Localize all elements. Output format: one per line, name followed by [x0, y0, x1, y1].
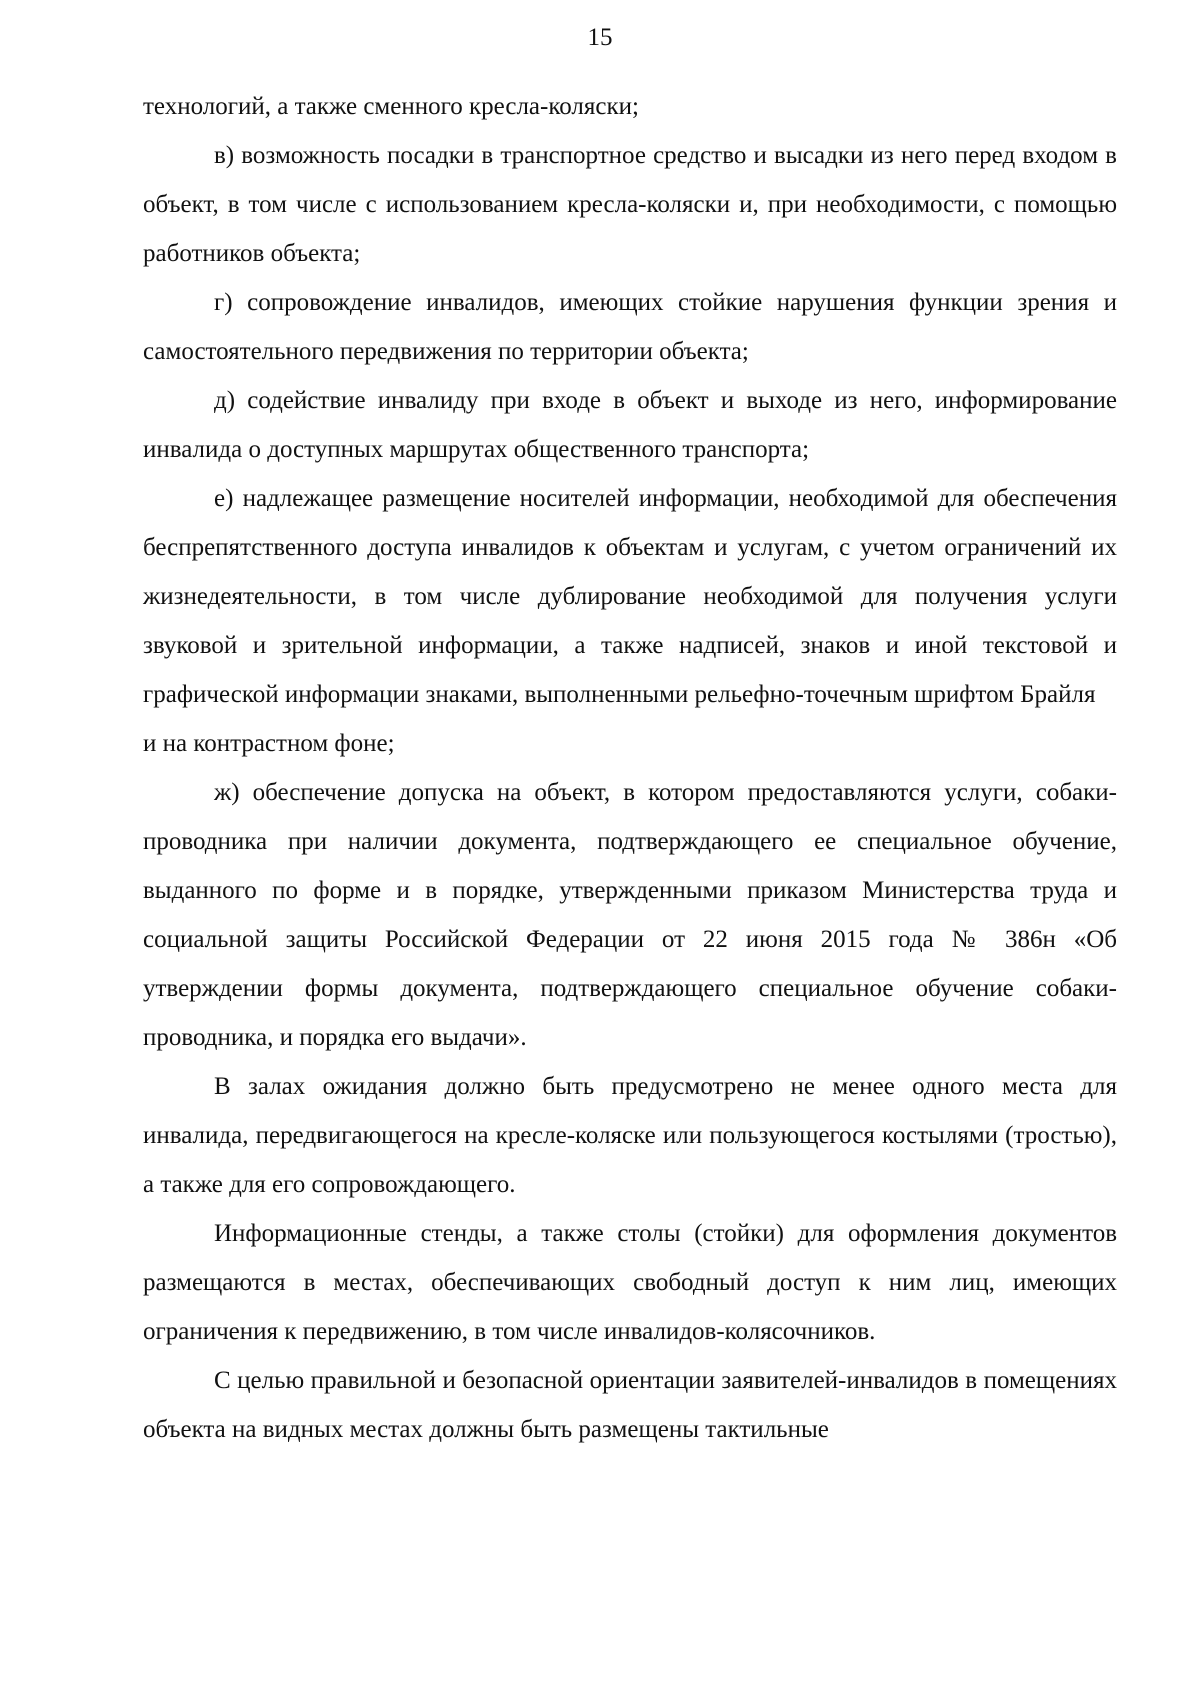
document-body [143, 82, 1117, 1454]
paragraph: и на контрастном фоне; [143, 730, 395, 757]
paragraph: технологий, а также сменного кресла-коляски; [143, 93, 639, 120]
page-number: 15 [587, 24, 613, 51]
paragraph: г) сопровождение инвалидов, имеющих стойкие нарушения функции зрения и самостоятельного передвижения по территории объекта; [143, 289, 1117, 365]
paragraph: В залах ожидания должно быть предусмотрено не менее одного места для инвалида, передвигающегося на кресле-коляске или пользующегося костылями (тростью), а также для его сопровождающего. [143, 1073, 1117, 1198]
paragraph: Информационные стенды, а также столы (стойки) для оформления документов размещаются в местах, обеспечивающих свободный доступ к ним лиц, имеющих ограничения к передвижению, в том числе инвалидов-колясочников. [143, 1220, 1117, 1345]
paragraph: в) возможность посадки в транспортное средство и высадки из него перед входом в объект, в том числе с использованием кресла-коляски и, при необходимости, с помощью работников объекта; [143, 142, 1117, 267]
paragraph: ж) обеспечение допуска на объект, в котором предоставляются услуги, собаки-проводника при наличии документа, подтверждающего ее специальное обучение, выданного по форме и в порядке, утвержденными приказом Министерства труда и социальной защиты Российской Федерации от 22 июня 2015 года № 386н «Об утверждении формы документа, подтверждающего специальное обучение собаки-проводника, и порядка его выдачи». [143, 779, 1117, 1051]
paragraph: е) надлежащее размещение носителей информации, необходимой для обеспечения беспрепятственного доступа инвалидов к объектам и услугам, с учетом ограничений их жизнедеятельности, в том числе дублирование необходимой для получения услуги звуковой и зрительной информации, а также надписей, знаков и иной текстовой и графической информации знаками, выполненными рельефно-точечным шрифтом Брайля [143, 485, 1117, 708]
paragraph: д) содействие инвалиду при входе в объект и выходе из него, информирование инвалида о доступных маршрутах общественного транспорта; [143, 387, 1117, 463]
paragraph: С целью правильной и безопасной ориентации заявителей-инвалидов в помещениях объекта на видных местах должны быть размещены тактильные [143, 1367, 1117, 1443]
